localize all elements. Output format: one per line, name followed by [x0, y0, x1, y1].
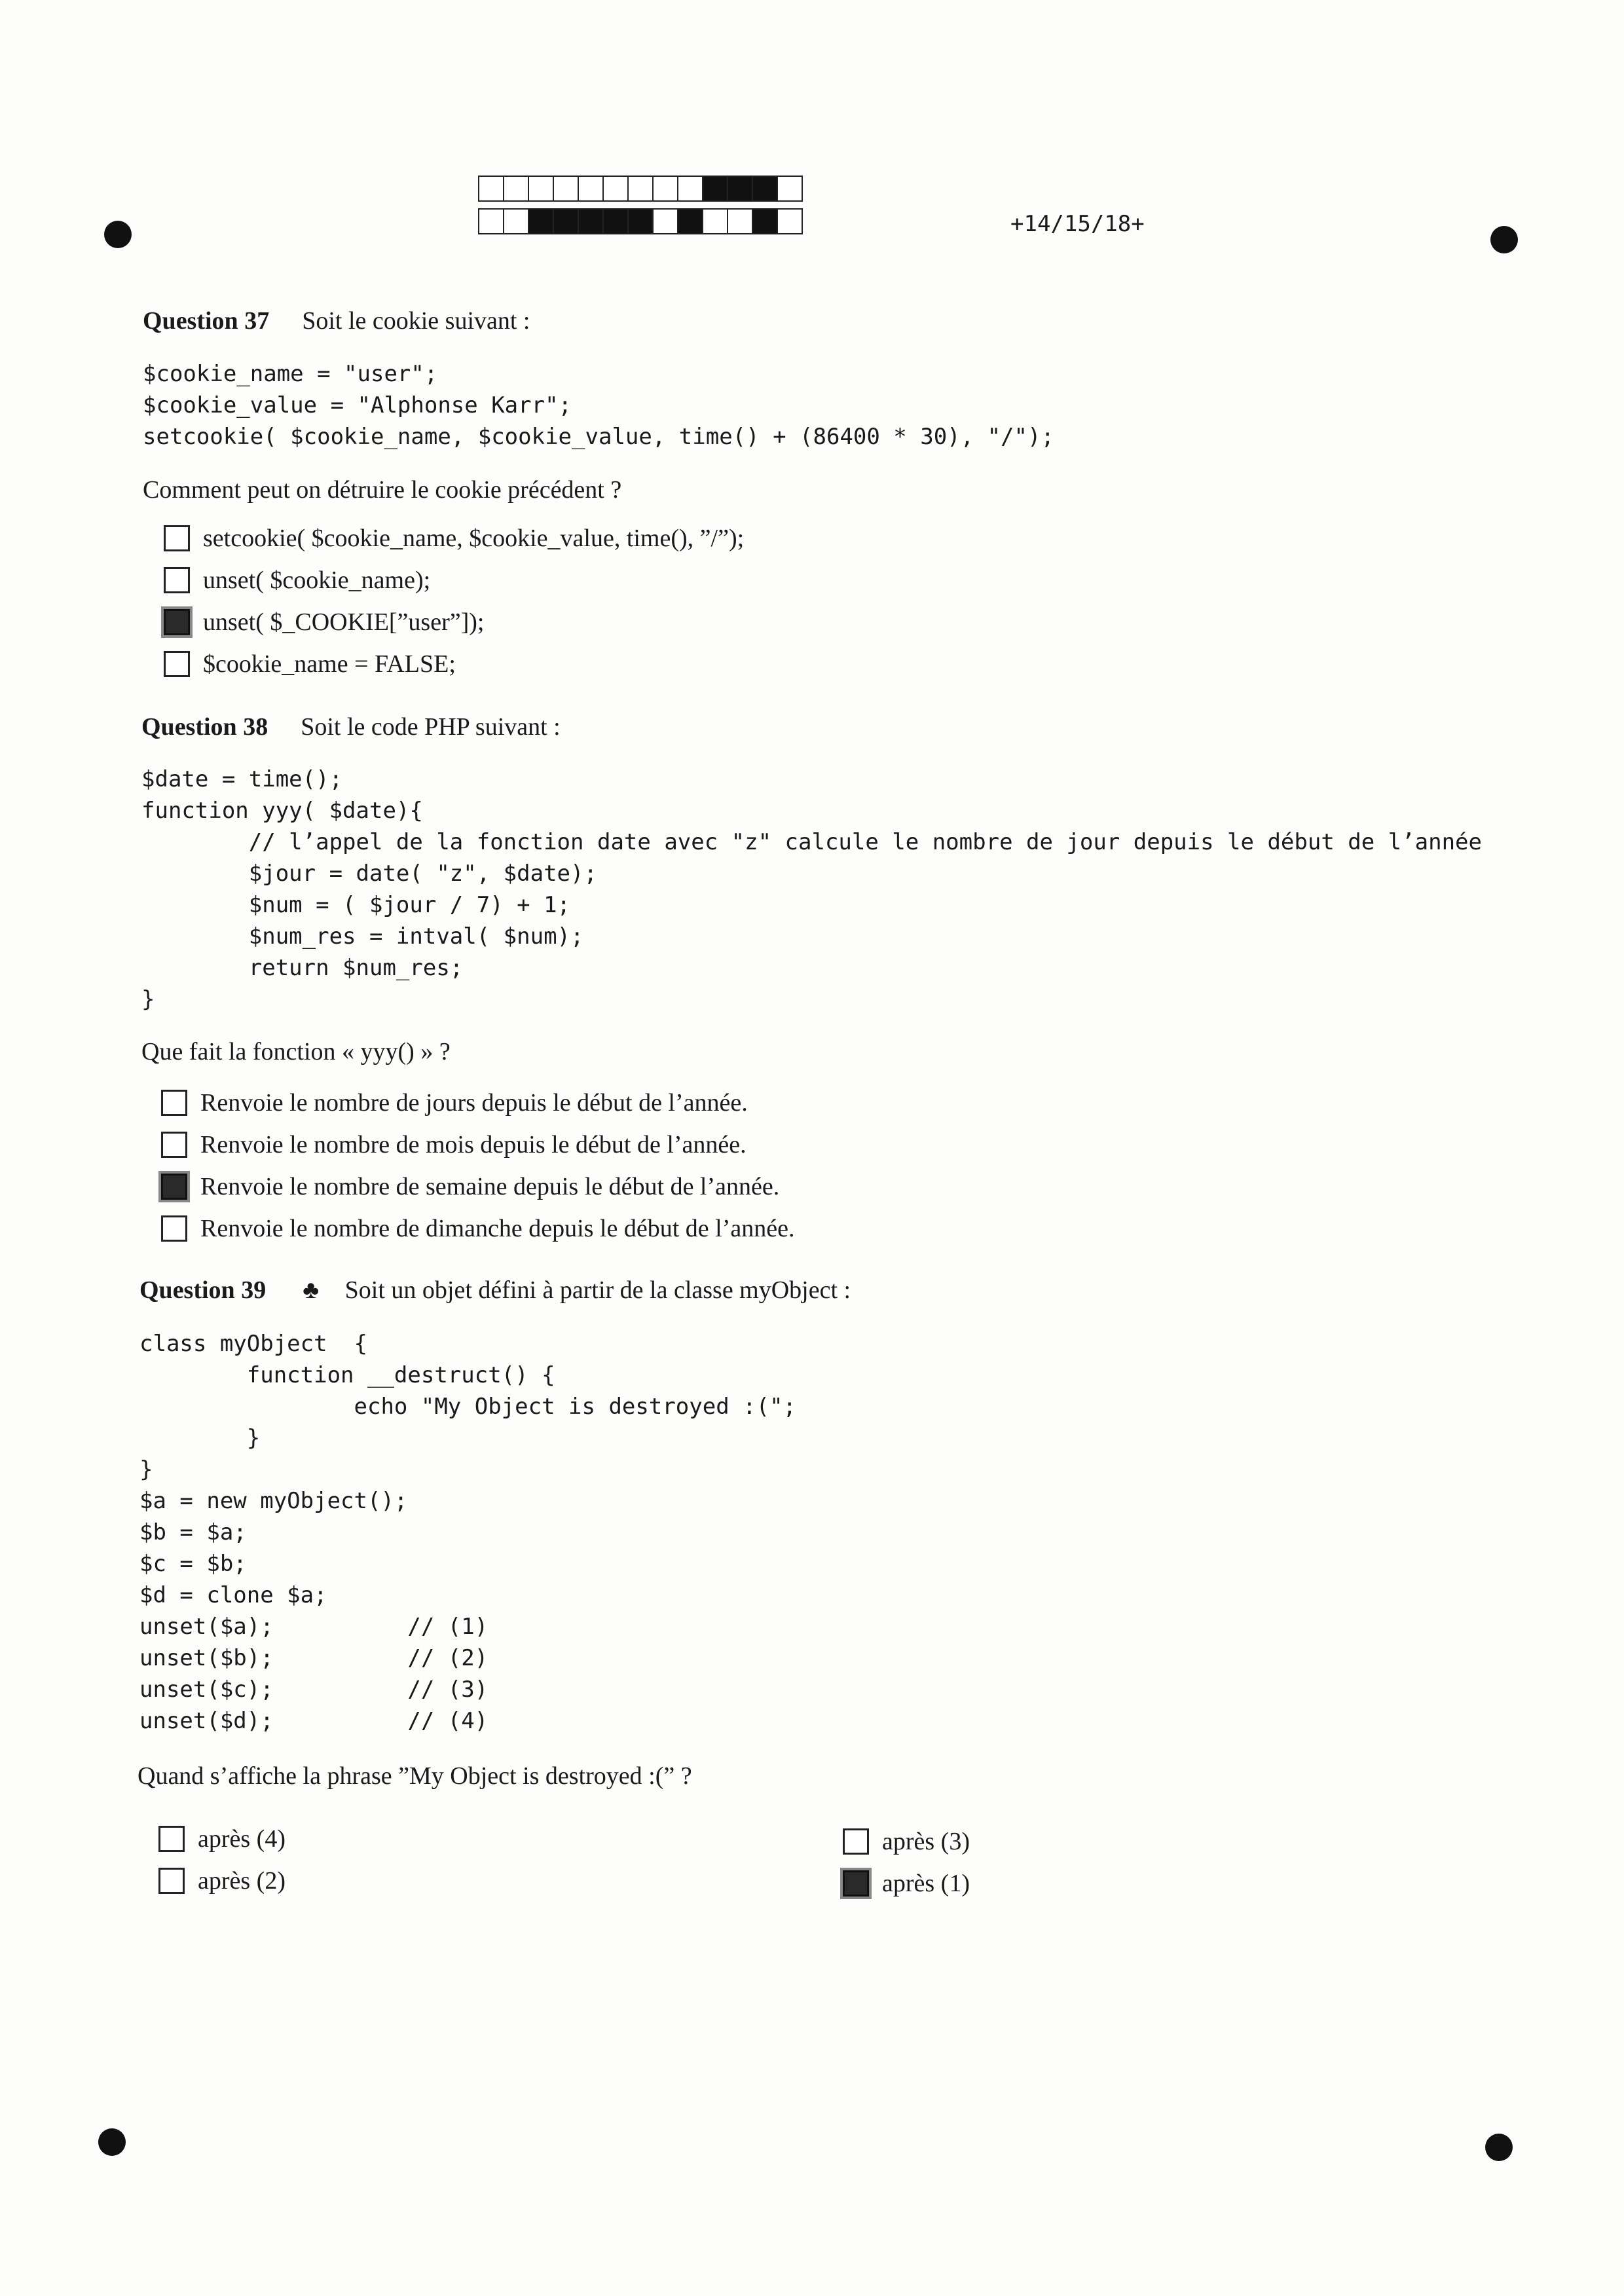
question-38-prompt: Que fait la fonction « yyy() » ?: [141, 1038, 451, 1065]
club-icon: ♣: [303, 1276, 320, 1304]
q38-option-3[interactable]: [161, 1172, 779, 1201]
question-label: Question 39: [139, 1276, 267, 1304]
question-statement: Soit le cookie suivant :: [302, 307, 530, 335]
barcode-row-bottom: [478, 208, 802, 234]
checkbox[interactable]: [164, 525, 190, 551]
barcode-cell: [578, 176, 604, 202]
q37-option-2[interactable]: [164, 566, 430, 595]
q39-option-1[interactable]: [158, 1824, 286, 1853]
barcode-cell: [528, 208, 554, 234]
option-label: Renvoie le nombre de mois depuis le début de l’année.: [200, 1131, 747, 1158]
checkbox[interactable]: [158, 1826, 185, 1852]
barcode-cell: [602, 176, 629, 202]
option-label: setcookie( $cookie_name, $cookie_value, time(), ”/”);: [203, 525, 745, 552]
checkbox[interactable]: [164, 651, 190, 677]
barcode-cell: [627, 176, 654, 202]
question-39-prompt: Quand s’affiche la phrase ”My Object is destroyed :(” ?: [138, 1762, 692, 1790]
barcode-cell: [752, 176, 778, 202]
barcode-cell: [752, 208, 778, 234]
question-38-title: [141, 713, 561, 741]
option-label: après (3): [882, 1828, 970, 1855]
barcode-cell: [553, 176, 579, 202]
checkbox[interactable]: [161, 1132, 187, 1158]
question-39-title: [139, 1276, 851, 1305]
registration-mark-bottom-right: [1485, 2134, 1513, 2161]
barcode-cell: [652, 208, 678, 234]
barcode-cell: [478, 176, 504, 202]
barcode-cell: [528, 176, 554, 202]
page-identifier: +14/15/18+: [1010, 211, 1145, 237]
question-37-prompt: Comment peut on détruire le cookie précédent ?: [143, 476, 622, 504]
question-37-code: $cookie_name = "user"; $cookie_value = "Alphonse Karr"; setcookie( $cookie_name, $cookie_value, time() + (86400 * 30), "/");: [143, 361, 1054, 450]
q37-option-1[interactable]: [164, 524, 744, 553]
registration-mark-top-right: [1490, 226, 1518, 253]
q39-option-4[interactable]: [843, 1869, 970, 1898]
barcode-cell: [602, 208, 629, 234]
q39-option-2[interactable]: [158, 1866, 286, 1895]
checkbox[interactable]: [158, 1868, 185, 1894]
registration-mark-bottom-left: [98, 2128, 126, 2156]
barcode-cell: [503, 176, 529, 202]
barcode-cell: [777, 176, 803, 202]
option-label: après (1): [882, 1870, 970, 1897]
barcode-cell: [553, 208, 579, 234]
checkbox[interactable]: [161, 1090, 187, 1116]
option-label: unset( $cookie_name);: [203, 566, 431, 594]
barcode-cell: [677, 208, 703, 234]
barcode-cell: [702, 176, 728, 202]
checkbox[interactable]: [161, 1215, 187, 1242]
question-39-code: class myObject { function __destruct() { echo "My Object is destroyed :("; } } $a = new myObject(); $b = $a; $c = $b; $d = clone $a; unset($a); // (1) unset($b); // (2) unset($c); // (3) unset($d); // (4): [139, 1331, 797, 1734]
option-label: Renvoie le nombre de jours depuis le début de l’année.: [200, 1089, 748, 1117]
option-label: après (4): [198, 1825, 286, 1853]
barcode-cell: [478, 208, 504, 234]
option-label: après (2): [198, 1867, 286, 1895]
question-38-code: $date = time(); function yyy( $date){ // l’appel de la fonction date avec "z" calcule le nombre de jour depuis le début de l’année $jour = date( "z", $date); $num = ( $jour / 7) + 1; $num_res = intval( $num); return $num_res; }: [141, 766, 1482, 1012]
barcode-cell: [627, 208, 654, 234]
barcode-cell: [677, 176, 703, 202]
barcode-cell: [578, 208, 604, 234]
option-label: unset( $_COOKIE[”user”]);: [203, 608, 485, 636]
barcode-cell: [652, 176, 678, 202]
barcode-cell: [727, 208, 753, 234]
option-label: Renvoie le nombre de semaine depuis le début de l’année.: [200, 1173, 780, 1200]
option-label: $cookie_name = FALSE;: [203, 650, 456, 678]
q37-option-3[interactable]: [164, 608, 484, 637]
barcode-cell: [777, 208, 803, 234]
q39-option-3[interactable]: [843, 1827, 970, 1856]
checkbox[interactable]: [843, 1870, 869, 1897]
question-statement: Soit un objet défini à partir de la classe myObject :: [344, 1276, 851, 1304]
checkbox[interactable]: [161, 1174, 187, 1200]
checkbox[interactable]: [843, 1828, 869, 1855]
registration-mark-top-left: [104, 221, 132, 248]
q38-option-1[interactable]: [161, 1088, 748, 1117]
barcode-cell: [702, 208, 728, 234]
barcode-cell: [503, 208, 529, 234]
option-label: Renvoie le nombre de dimanche depuis le début de l’année.: [200, 1215, 795, 1242]
question-label: Question 38: [141, 713, 268, 741]
barcode-row-top: [478, 176, 802, 202]
q37-option-4[interactable]: [164, 650, 456, 678]
checkbox[interactable]: [164, 567, 190, 593]
barcode-cell: [727, 176, 753, 202]
question-label: Question 37: [143, 307, 270, 335]
q38-option-4[interactable]: [161, 1214, 794, 1243]
question-37-title: [143, 306, 530, 335]
checkbox[interactable]: [164, 609, 190, 635]
q38-option-2[interactable]: [161, 1130, 747, 1159]
question-statement: Soit le code PHP suivant :: [301, 713, 561, 741]
